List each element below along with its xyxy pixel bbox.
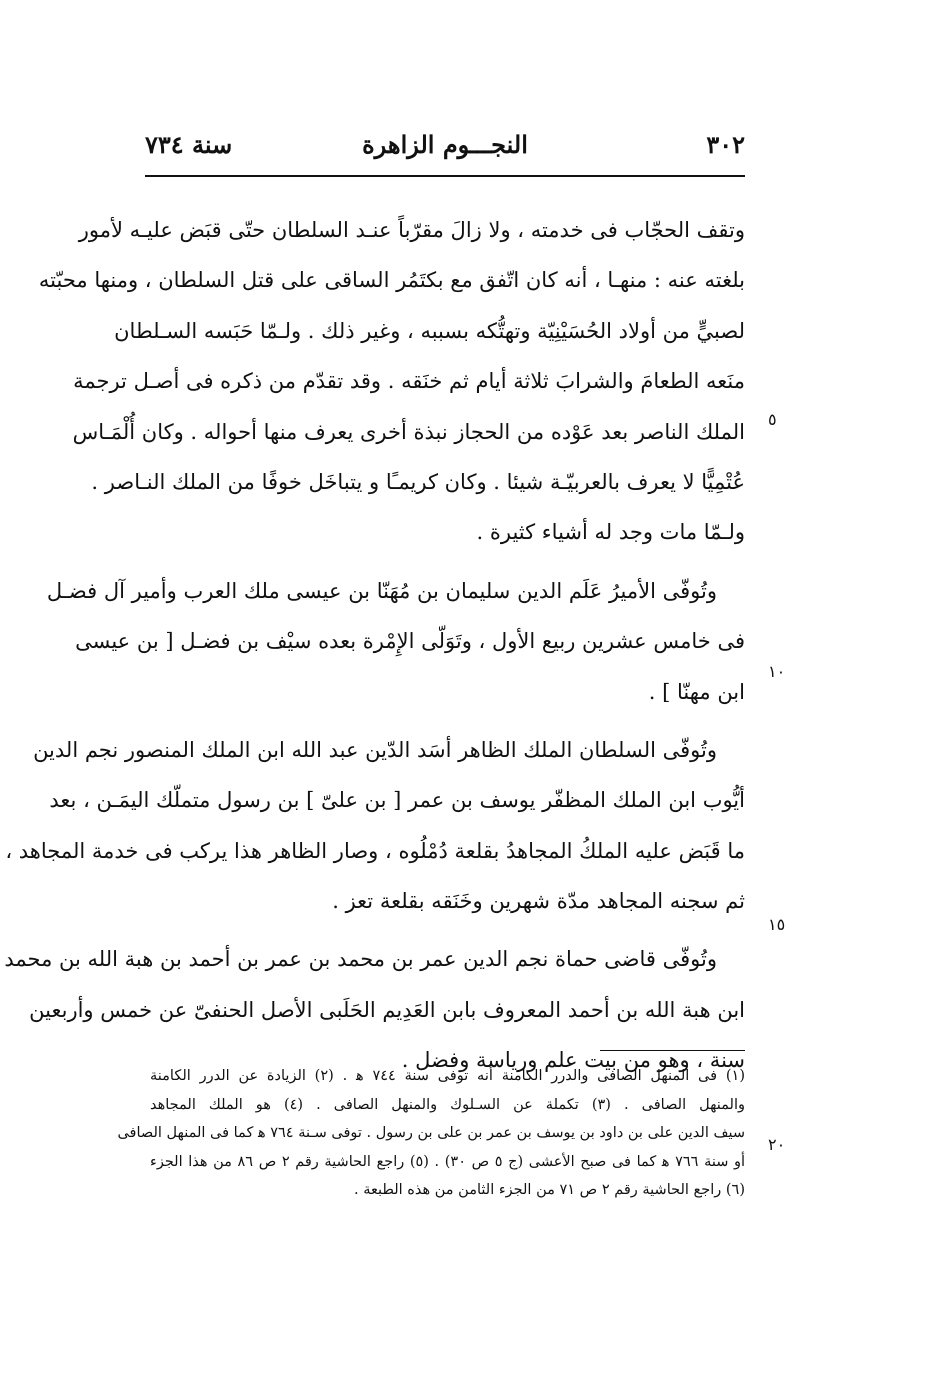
text-line: وتُوفّى قاضى حماة نجم الدين عمر بن محمد بن عمر بن أحمد بن هبة الله بن محمد — [4, 947, 717, 972]
running-header — [145, 130, 745, 170]
text-line: بلغته عنه : منهـا ، أنه كان اتّفق مع بكتَمُر الساقى على قتل السلطان ، ومنها محبّته — [38, 268, 745, 293]
page-number: ٣٠٢ — [706, 130, 745, 159]
book-title: النجـــوم الزاهرة — [362, 130, 528, 159]
text-line: عُتْمِيًّا لا يعرف بالعربيّـة شيئا . وكان كريمـًا و يتباخَل خوفًا من الملك النـاصر . — [91, 469, 745, 494]
text-line: ثم سجنه المجاهد مدّة شهرين وخَنَقه بقلعة تعز . — [332, 889, 745, 914]
text-line: الملك الناصر بعد عَوْده من الحجاز نبذة أخرى يعرف منها أحواله . وكان أُلْمَـاس — [72, 419, 745, 444]
text-line: فى خامس عشرين ربيع الأول ، وتَوَلّى الإِمْرة بعده سيْف بن فضـل [ بن عيسى — [75, 629, 745, 654]
text-line: منَعه الطعامَ والشرابَ ثلاثة أيام ثم خنَقه . وقد تقدّم من ذكره فى أصـل ترجمة — [73, 369, 745, 394]
text-line: ابن هبة الله بن أحمد المعروف بابن العَدِيم الحَلَبى الأصل الحنفىّ عن خمس وأربعين — [29, 997, 745, 1022]
line-number: ٢٠ — [768, 1135, 786, 1154]
text-line: وتقف الحجّاب فى خدمته ، ولا زالَ مقرّباً عنـد السلطان حتّى قبَض عليـه لأمور — [78, 218, 745, 242]
text-line: وتُوفّى الأميرُ عَلَم الدين سليمان بن مُهَنّا بن عيسى ملك العرب وأمير آل فضـل — [46, 578, 717, 603]
footnote-line: سيف الدين على بن داود بن يوسف بن عمر بن على بن رسول . توفى سـنة ٧٦٤ ﻫ كما فى المنهل الصافى — [117, 1125, 745, 1141]
text-line: ولـمّا مات وجد له أشياء كثيرة . — [476, 520, 745, 545]
line-number: ١٠ — [768, 662, 786, 681]
header-rule — [145, 175, 745, 177]
footnote-line: (١) فى المنهل الصافى والدرر الكامنة أنه توفى سنة ٧٤٤ ﻫ . (٢) الزيادة عن الدرر الكامنة — [150, 1068, 745, 1084]
text-line: ابن مهنّا ] . — [648, 679, 745, 704]
footnote-line: أو سنة ٧٦٦ ﻫ كما فى صبح الأعشى (ج ٥ ص ٣٠) . (٥) راجع الحاشية رقم ٢ ص ٨٦ من هذا الجزء — [150, 1153, 746, 1170]
line-number: ١٥ — [768, 915, 786, 934]
footnote-line: والمنهل الصافى . (٣) تكملة عن السـلوك والمنهل الصافى . (٤) هو الملك المجاهد — [150, 1096, 746, 1113]
text-line: سنة ، وهو من بيت علم ورياسة وفضل . — [401, 1048, 745, 1073]
main-text — [4, 205, 745, 1086]
footnote-rule — [600, 1050, 745, 1051]
footnote-line: (٦) راجع الحاشية رقم ٢ ص ٧١ من الجزء الثامن من هذه الطبعة . — [353, 1182, 745, 1198]
text-line: لصبيٍّ من أولاد الحُسَيْنِيّة وتهتُّكه بسببه ، وغير ذلك . ولـمّا حَبَسه السـلطان — [114, 318, 745, 343]
year-heading: سنة ٧٣٤ — [145, 130, 233, 159]
footnotes — [117, 1062, 746, 1205]
text-line: أيُّوب ابن الملك المظفّر يوسف بن عمر [ بن علىّ ] بن رسول متملّك اليمَـن ، بعد — [49, 788, 745, 813]
text-line: ما قَبَض عليه الملكُ المجاهدُ بقلعة دُمْلُوه ، وصار الظاهر هذا يركب فى خدمة المجاهد ، — [5, 838, 745, 863]
text-line: وتُوفّى السلطان الملك الظاهر أسَد الدّين عبد الله ابن الملك المنصور نجم الدين — [33, 737, 717, 762]
line-number: ٥ — [768, 410, 777, 429]
